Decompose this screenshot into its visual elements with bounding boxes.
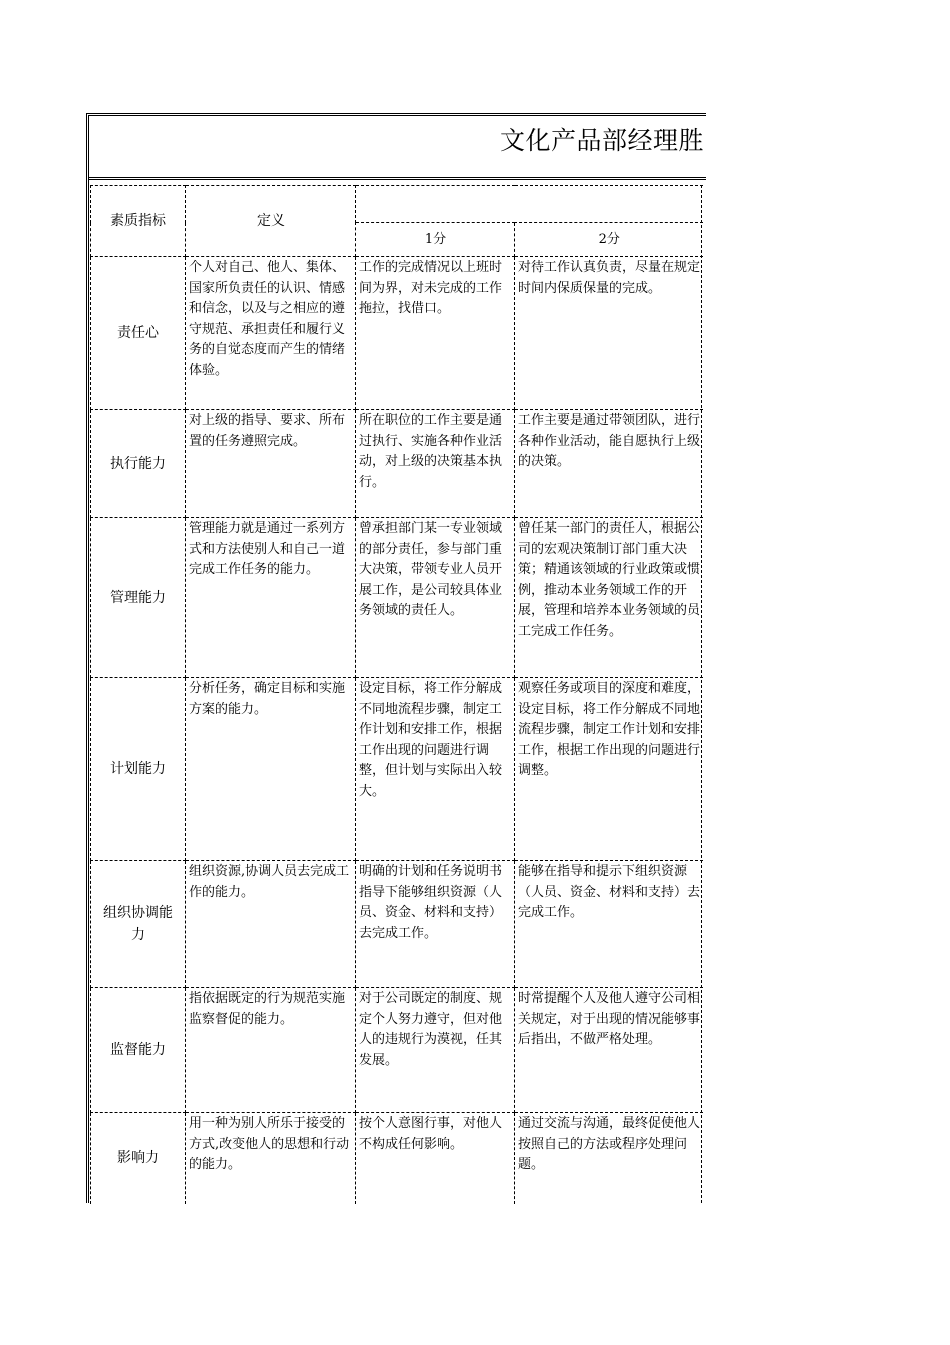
title-band <box>89 116 706 180</box>
score-2-description: 能够在指导和提示下组织资源（人员、资金、材料和支持）去完成工作。 <box>515 861 703 988</box>
indicator-definition: 指依据既定的行为规范实施监察督促的能力。 <box>186 988 356 1113</box>
score-2-description: 对待工作认真负责，尽量在规定时间内保质保量的完成。 <box>515 257 703 410</box>
score-2-description: 通过交流与沟通，最终促使他人按照自己的方法或程序处理问题。 <box>515 1113 703 1204</box>
indicator-definition: 对上级的指导、要求、所布置的任务遵照完成。 <box>186 410 356 518</box>
indicator-definition: 个人对自己、他人、集体、国家所负责任的认识、情感和信念，以及与之相应的遵守规范、承担责任和履行义务的自觉态度而产生的情绪体验。 <box>186 257 356 410</box>
indicator-definition: 分析任务，确定目标和实施方案的能力。 <box>186 678 356 861</box>
header-row-top <box>91 186 703 223</box>
competency-table <box>90 185 703 1204</box>
header-score-group <box>356 186 703 223</box>
score-1-description: 按个人意图行事，对他人不构成任何影响。 <box>356 1113 515 1204</box>
table-row <box>91 861 703 988</box>
indicator-definition: 管理能力就是通过一系列方式和方法使别人和自己一道完成工作任务的能力。 <box>186 518 356 678</box>
indicator-name: 管理能力 <box>91 518 186 678</box>
indicator-name: 影响力 <box>91 1113 186 1204</box>
header-definition: 定义 <box>186 186 356 257</box>
score-2-description: 观察任务或项目的深度和难度，设定目标，将工作分解成不同地流程步骤，制定工作计划和安排工作，根据工作出现的问题进行调整。 <box>515 678 703 861</box>
score-2-description: 工作主要是通过带领团队，进行各种作业活动，能自愿执行上级的决策。 <box>515 410 703 518</box>
table-row <box>91 410 703 518</box>
score-1-description: 工作的完成情况以上班时间为界，对未完成的工作拖拉，找借口。 <box>356 257 515 410</box>
header-score-1: 1分 <box>356 223 515 257</box>
column-divider <box>701 185 702 1203</box>
score-1-description: 对于公司既定的制度、规定个人努力遵守，但对他人的违规行为漠视，任其发展。 <box>356 988 515 1113</box>
header-indicator: 素质指标 <box>91 186 186 257</box>
indicator-name: 责任心 <box>91 257 186 410</box>
indicator-definition: 组织资源,协调人员去完成工作的能力。 <box>186 861 356 988</box>
indicator-name: 监督能力 <box>91 988 186 1113</box>
table-row <box>91 1113 703 1204</box>
score-2-description: 曾任某一部门的责任人，根据公司的宏观决策制订部门重大决策；精通该领域的行业政策或惯例，推动本业务领域工作的开展，管理和培养本业务领域的员工完成工作任务。 <box>515 518 703 678</box>
table-row <box>91 257 703 410</box>
score-1-description: 设定目标，将工作分解成不同地流程步骤，制定工作计划和安排工作，根据工作出现的问题进行调整，但计划与实际出入较大。 <box>356 678 515 861</box>
table-row <box>91 988 703 1113</box>
indicator-definition: 用一种为别人所乐于接受的方式,改变他人的思想和行动的能力。 <box>186 1113 356 1204</box>
score-1-description: 明确的计划和任务说明书指导下能够组织资源（人员、资金、材料和支持）去完成工作。 <box>356 861 515 988</box>
indicator-name: 执行能力 <box>91 410 186 518</box>
table-row <box>91 678 703 861</box>
score-2-description: 时常提醒个人及他人遵守公司相关规定，对于出现的情况能够事后指出，不做严格处理。 <box>515 988 703 1113</box>
indicator-name: 组织协调能力 <box>91 861 186 988</box>
page-title: 文化产品部经理胜 <box>500 126 705 155</box>
header-score-2: 2分 <box>515 223 703 257</box>
score-1-description: 所在职位的工作主要是通过执行、实施各种作业活动，对上级的决策基本执行。 <box>356 410 515 518</box>
indicator-name: 计划能力 <box>91 678 186 861</box>
table-row <box>91 518 703 678</box>
score-1-description: 曾承担部门某一专业领域的部分责任，参与部门重大决策，带领专业人员开展工作，是公司较具体业务领域的责任人。 <box>356 518 515 678</box>
